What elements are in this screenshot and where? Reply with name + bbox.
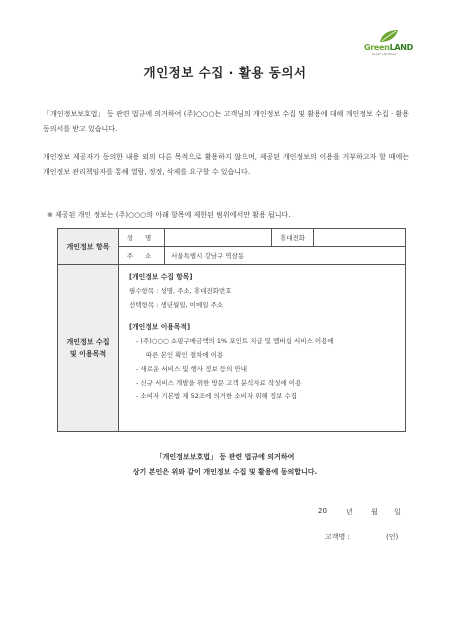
greenland-logo [364,29,414,57]
seal-mark: (인) [386,533,399,541]
purpose-item-1-cont: 따른 본인 확인 절차에 이용 [146,350,224,359]
logo-subtitle: Green Life Bikes [372,52,397,56]
table-row-purpose [58,265,406,432]
collect-items-title: [개인정보 수집 항목] [129,273,193,281]
logo-wordmark [364,43,413,52]
purpose-item-1: - (주)○○○ 쇼핑구매금액의 1% 포인트 지급 및 멤버십 서비스 이용에 [136,337,334,346]
purpose-title: [개인정보 이용목적] [129,323,191,332]
purpose-item-3: - 신규 서비스 개발을 위한 방문 고객 분석자료 작성에 이용 [136,378,302,387]
leaf-icon [378,29,400,43]
footer-consent-line: 상기 본인은 위와 같이 개인정보 수집 및 활용에 동의합니다. [132,468,318,476]
intro-paragraph: 「개인정보보호법」 등 관련 법규에 의거하여 (주)○○○는 고객님의 개인정보 수집 및 활용에 대해 개인정보 수집 · 활용 동의서를 받고 있습니다. [43,110,409,133]
items-header: 개인정보 항목 [58,229,119,265]
footer-law-line: 「개인정보보호법」 등 관련 법규에 의거하여 [155,453,295,461]
document-title: 개인정보 수집 · 활용 동의서 [143,65,307,80]
usage-note: ※ 제공된 개인 정보는 (주)○○○의 아래 항목에 제한된 범위에서만 활용 됩니다. [47,211,291,219]
address-field[interactable]: 서울특별시 강남구 역삼동 [165,247,406,265]
phone-label: 휴대전화 [272,229,314,247]
date-year-unit: 년 [346,508,353,516]
purpose-header-line2: 및 이용목적 [69,350,107,358]
name-label: 성 명 [119,229,165,247]
customer-name-label: 고객명 : [325,533,350,541]
date-year: 20 [318,507,327,515]
rights-paragraph: 개인정보 제공자가 동의한 내용 외의 다른 목적으로 활용하지 않으며, 제공된 개인정보의 이용을 거부하고자 할 때에는 개인정보 관리책임자를 통해 열람, 정정, 삭제를 요구할 수 있습니다. [43,153,409,176]
logo-word-land: LAND [389,43,413,52]
purpose-header-line1: 개인정보 수집 [66,338,110,346]
purpose-item-4: - 소비자 기본법 제 52조에 의거한 소비자 위해 정보 수집 [136,392,298,401]
phone-field[interactable] [314,229,406,247]
name-field[interactable] [165,229,272,247]
date-month-unit: 월 [371,508,378,516]
purpose-item-2: - 새로운 서비스 및 행사 정보 등의 안내 [136,364,247,373]
optional-items: 선택항목 : 생년월일, 이메일 주소 [129,300,224,309]
purpose-header [58,265,119,432]
date-day-unit: 일 [394,508,401,516]
personal-info-table [57,228,406,432]
address-label: 주 소 [119,247,165,265]
section-gap [129,312,405,321]
required-items: 필수항목 : 성명, 주소, 휴대전화번호 [129,286,232,295]
logo-word-green: Green [364,43,390,52]
purpose-detail [119,265,406,432]
table-row-name [58,229,406,247]
